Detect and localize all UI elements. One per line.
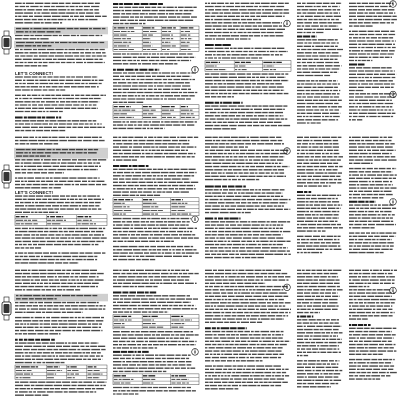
info-circle-icon-dot xyxy=(393,2,394,3)
info-circle-icon-stem xyxy=(195,351,196,354)
info-circle-icon-dot xyxy=(393,199,394,200)
info-circle-icon-dot xyxy=(287,285,288,286)
shaded-note-box xyxy=(14,27,108,35)
watch-device-icon-strap-top xyxy=(4,165,9,170)
watch-device-icon-strap-top xyxy=(4,31,9,36)
watch-device-icon-strap-bottom xyxy=(4,183,9,188)
info-circle-icon-stem xyxy=(195,218,196,221)
watch-device-icon-screen xyxy=(4,304,10,313)
watch-device-icon-strap-bottom xyxy=(4,315,9,320)
info-circle-icon-stem xyxy=(393,289,394,292)
info-circle-icon-dot xyxy=(393,288,394,289)
info-circle-icon-dot xyxy=(287,149,288,150)
info-circle-icon-dot xyxy=(195,217,196,218)
info-circle-icon-dot xyxy=(393,92,394,93)
info-circle-icon-stem xyxy=(393,201,394,204)
info-circle-icon-stem xyxy=(287,22,288,25)
info-circle-icon-stem xyxy=(195,69,196,72)
watch-device-icon-screen xyxy=(4,38,10,47)
shaded-note-box xyxy=(14,294,108,302)
section-heading-lets-connect-second: LET'S CONNECT! xyxy=(15,189,54,195)
section-heading-lets-connect: LET'S CONNECT! xyxy=(15,70,54,76)
watch-device-icon-screen xyxy=(4,172,10,181)
watch-device-icon-strap-bottom xyxy=(4,49,9,54)
watch-device-icon-strap-top xyxy=(4,297,9,302)
info-circle-icon-dot xyxy=(195,67,196,68)
info-circle-icon-dot xyxy=(195,349,196,350)
info-circle-icon-dot xyxy=(287,21,288,22)
